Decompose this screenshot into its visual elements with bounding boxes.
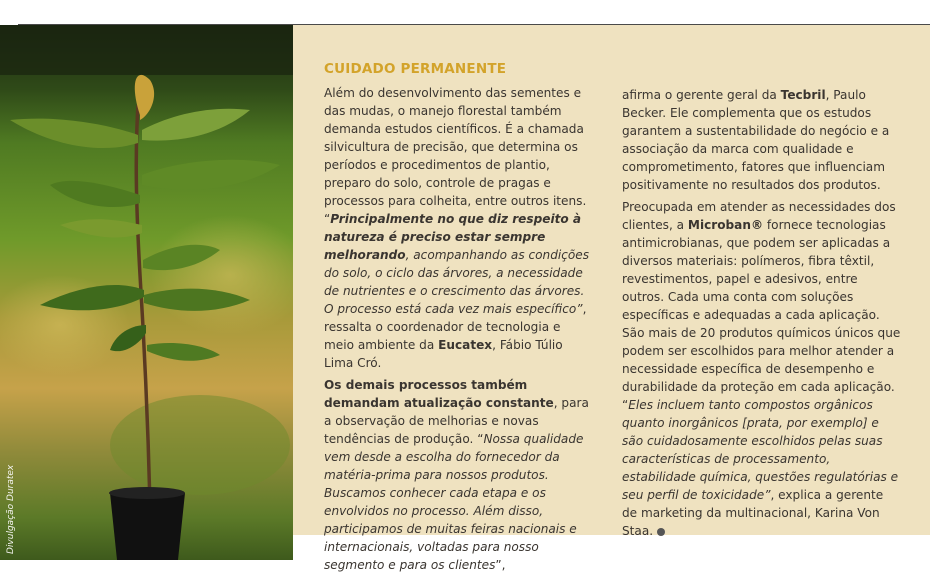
text-run: ”, <box>495 558 506 572</box>
company-name: Microban® <box>687 218 764 232</box>
paragraph-2 <box>324 376 592 574</box>
quote-italic: Eles incluem tanto compostos orgânicos quanto inorgânicos [prata, por exemplo] e são cuidadosamente escolhidos pelas suas características de processamento, estabilidade química, questões regulatórias e seu perfil de toxicidade” <box>622 398 899 502</box>
text-run: afirma o gerente geral da <box>622 88 781 102</box>
section-heading: CUIDADO PERMANENTE <box>324 61 507 77</box>
text-run: Preocupada em atender as necessidades dos clientes, a <box>622 200 896 232</box>
seedling-illustration <box>0 25 293 560</box>
article-column-1 <box>324 60 592 578</box>
company-name: Tecbril <box>780 88 826 102</box>
quote-italic: Nossa qualidade vem desde a escolha do fornecedor da matéria-prima para nossos produtos. Buscamos conhecer cada etapa e os envolvidos no processo. Além disso, participamos de muitas feiras nacionais e internacionais, voltadas para nosso segmento e para os clientes <box>324 432 584 572</box>
paragraph-4 <box>622 198 902 540</box>
text-run: fornece tecnologias antimicrobianas, que podem ser aplicadas a diversos materiais: polímeros, fibra têxtil, revestimentos, papel e adesivos, entre outros. Cada uma conta com soluções específicas e adequadas a cada aplicação. São mais de 20 produtos químicos únicos que podem ser escolhidos para melhor atender a necessidade específica de desempenho e durabilidade da proteção em cada aplicação. “ <box>622 218 901 412</box>
article-column-2 <box>622 86 902 544</box>
end-mark-icon <box>657 528 665 536</box>
seedling-photo <box>0 25 293 560</box>
lead-bold: Os demais processos também demandam atualização constante <box>324 378 554 410</box>
photo-credit: Divulgação Duratex <box>6 464 16 554</box>
text-run: Além do desenvolvimento das sementes e das mudas, o manejo florestal também demanda estudos científicos. É a chamada silvicultura de precisão, que determina os períodos e procedimentos de plantio, preparo do solo, controle de pragas e processos para colheita, entre outros itens. “ <box>324 86 587 226</box>
text-run: , Fábio Túlio Lima Cró. <box>324 338 563 370</box>
paragraph-1 <box>324 84 592 372</box>
text-run: , Paulo Becker. Ele complementa que os estudos garantem a sustentabilidade do negócio e a associação da marca com qualidade e comprometimento, fatores que influenciam positivamente no resultados dos produtos. <box>622 88 890 192</box>
quote-bold: Principalmente no que diz respeito à natureza é preciso estar sempre melhorando <box>324 212 582 262</box>
quote-italic: , acompanhando as condições do solo, o ciclo das árvores, a necessidade de nutrientes e o crescimento das árvores. O processo está cada vez mais específico” <box>324 248 590 316</box>
text-run: , explica a gerente de marketing da multinacional, Karina Von Staa. <box>622 488 884 538</box>
text-run: , ressalta o coordenador de tecnologia e meio ambiente da <box>324 302 587 352</box>
company-name: Eucatex <box>438 338 493 352</box>
text-run: , para a observação de melhorias e novas tendências de produção. “ <box>324 396 589 446</box>
paragraph-3 <box>622 86 902 194</box>
